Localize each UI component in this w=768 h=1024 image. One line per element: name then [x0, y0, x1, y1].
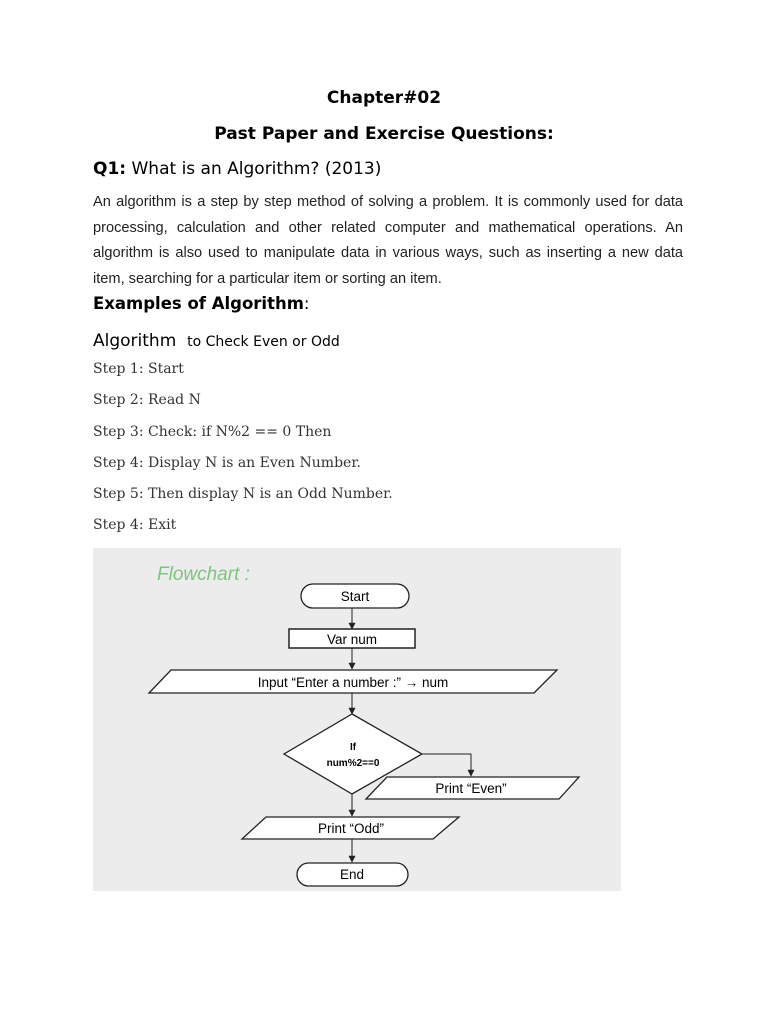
flowchart-diagram	[93, 548, 621, 891]
print-odd-label: Print “Odd”	[317, 821, 385, 836]
page-subtitle: Past Paper and Exercise Questions:	[214, 124, 554, 144]
algorithm-step: Step 2: Read N	[93, 392, 201, 408]
examples-colon: :	[303, 294, 310, 313]
decision-label-line1: If	[349, 742, 357, 753]
algorithm-subtitle: to Check Even or Odd	[187, 334, 340, 350]
algorithm-step: Step 4: Display N is an Even Number.	[93, 455, 361, 471]
question-heading	[93, 159, 381, 179]
algorithm-step: Step 3: Check: if N%2 == 0 Then	[93, 424, 332, 440]
algorithm-heading	[93, 331, 340, 351]
input-label: Input “Enter a number :” → num	[257, 675, 449, 690]
start-label: Start	[340, 589, 370, 604]
algorithm-step: Step 5: Then display N is an Odd Number.	[93, 486, 393, 502]
examples-label: Examples of Algorithm	[93, 294, 304, 313]
answer-paragraph: An algorithm is a step by step method of solving a problem. It is commonly used for data processing, calculation and other related computer and mathematical operations. An algorithm is also used to manipulate data in various ways, such as inserting a new data item, searching for a particular item or sorting an item.	[93, 194, 683, 287]
question-label: Q1:	[93, 159, 127, 179]
decision-label-line2: num%2==0	[326, 758, 380, 769]
chapter-title: Chapter#02	[326, 88, 442, 108]
var-label: Var num	[326, 632, 378, 647]
print-even-label: Print “Even”	[435, 781, 507, 796]
end-label: End	[339, 867, 365, 882]
question-text: What is an Algorithm? (2013)	[126, 159, 382, 179]
examples-heading	[93, 294, 309, 313]
flowchart-title: Flowchart :	[157, 564, 250, 585]
algorithm-title: Algorithm	[93, 331, 177, 351]
algorithm-step: Step 4: Exit	[93, 517, 177, 533]
algorithm-step: Step 1: Start	[93, 361, 184, 377]
